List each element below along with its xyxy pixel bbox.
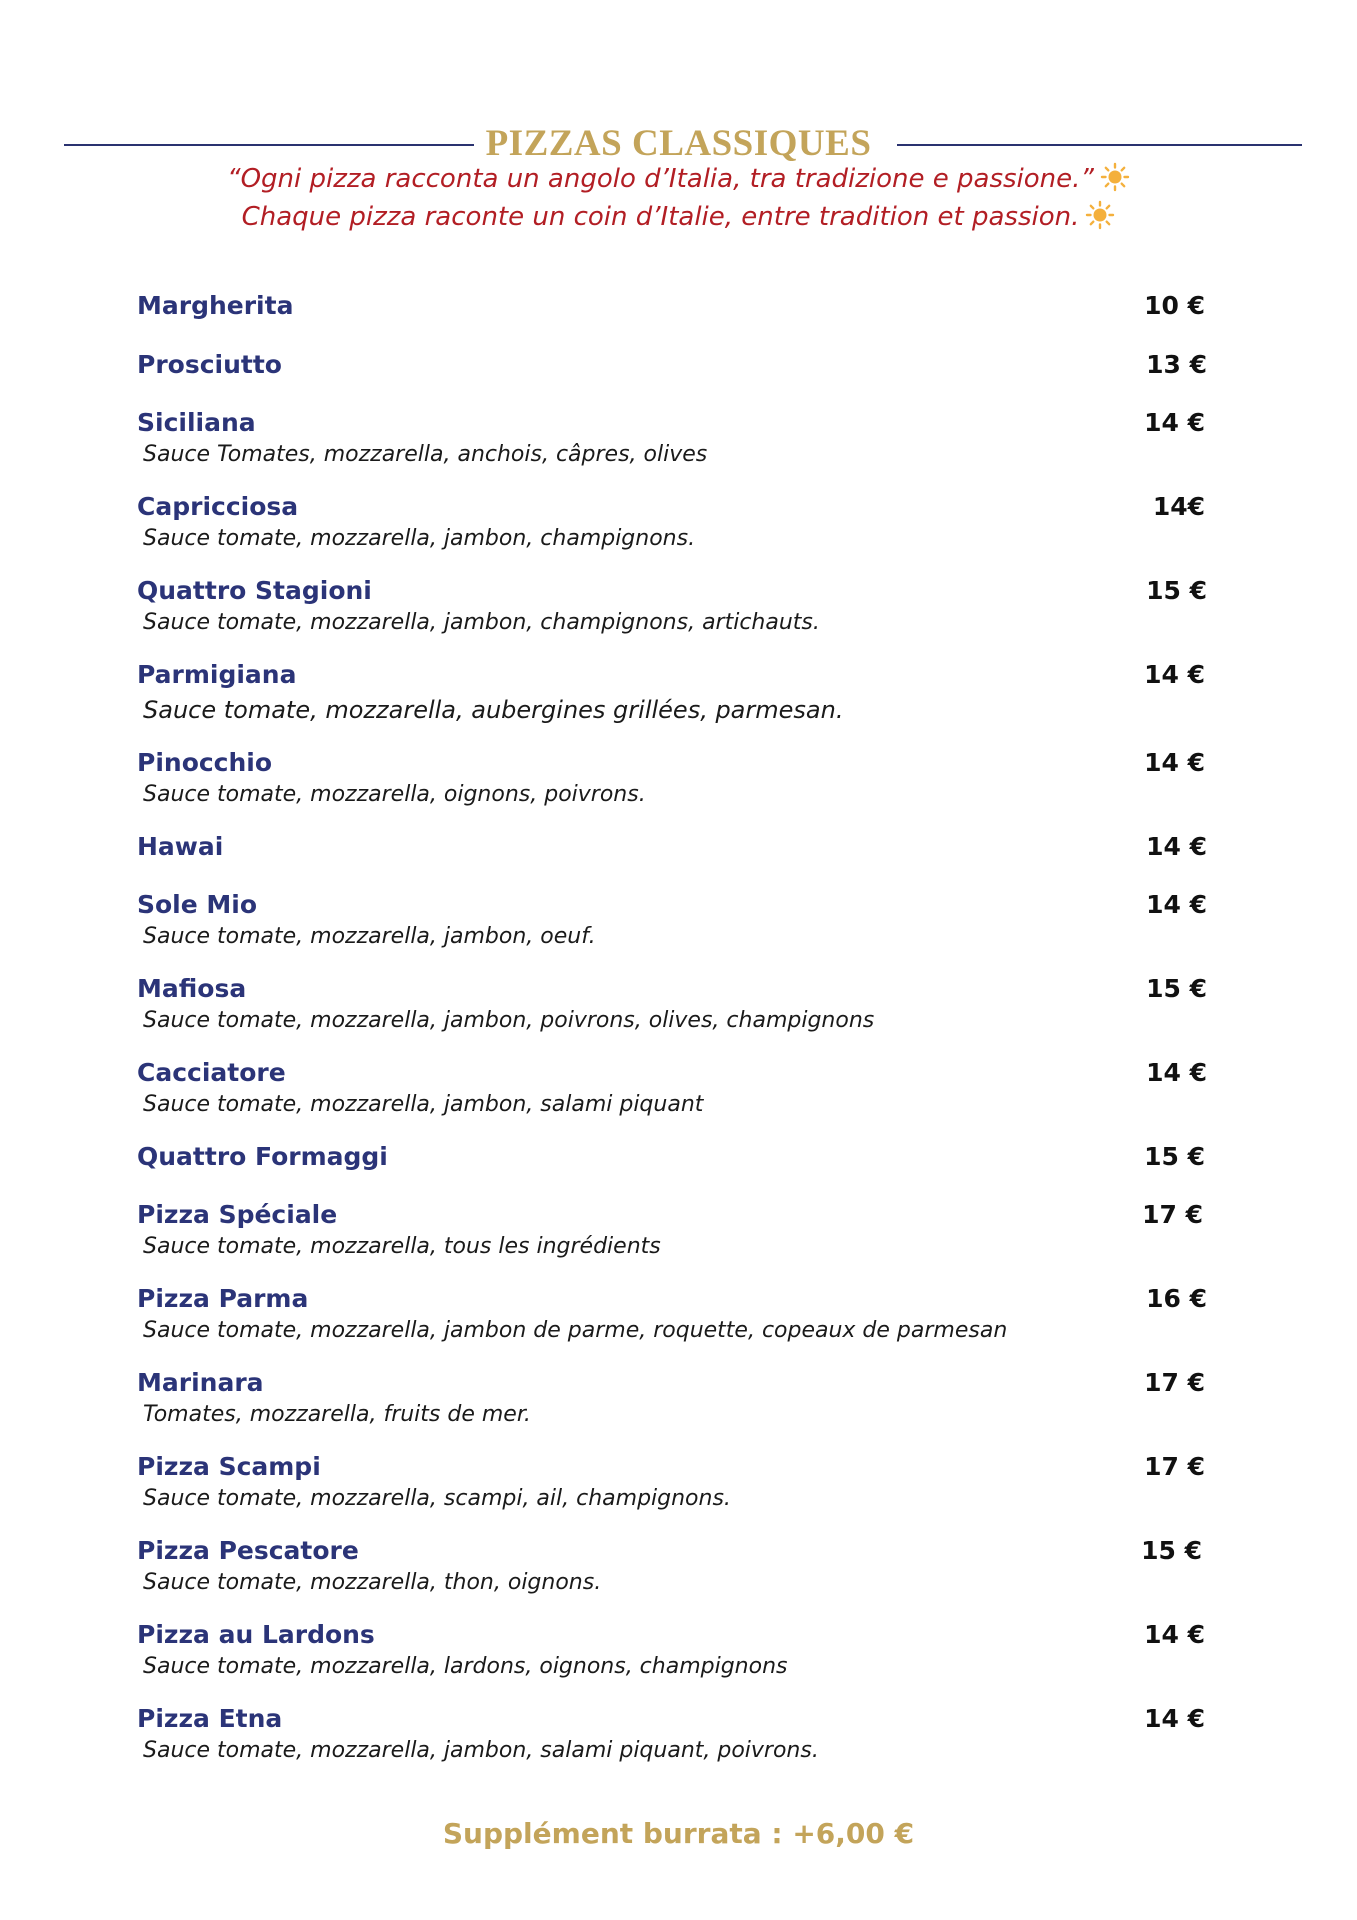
sun-icon — [1085, 200, 1115, 230]
burrata-supplement: Supplément burrata : +6,00 € — [442, 1817, 915, 1850]
pizza-description: Sauce tomate, mozzarella, tous les ingrédients — [143, 1234, 661, 1259]
pizza-description: Sauce tomate, mozzarella, jambon, poivrons, olives, champignons — [143, 1008, 875, 1033]
menu-item — [137, 1200, 1207, 1270]
pizza-price: 15 € — [1144, 1142, 1205, 1171]
pizza-description: Sauce tomate, mozzarella, lardons, oignons, champignons — [143, 1654, 788, 1679]
pizza-name: Marinara — [137, 1368, 264, 1397]
pizza-name: Pizza Parma — [137, 1284, 309, 1313]
quote-french-text: Chaque pizza raconte un coin d’Italie, entre tradition et passion. — [241, 202, 1080, 232]
menu-item — [137, 1536, 1207, 1606]
menu-item — [137, 974, 1207, 1044]
quote-italian-text: “Ogni pizza racconta un angolo d’Italia, tra tradizione e passione.” — [227, 164, 1094, 194]
pizza-name: Cacciatore — [137, 1058, 286, 1087]
pizza-name: Prosciutto — [137, 350, 282, 379]
menu-item — [137, 748, 1207, 818]
pizza-price: 15 € — [1146, 576, 1207, 605]
pizza-name: Quattro Formaggi — [137, 1142, 388, 1171]
menu-item — [137, 1284, 1207, 1354]
pizza-name: Parmigiana — [137, 660, 297, 689]
pizza-price: 14 € — [1146, 890, 1207, 919]
pizza-price: 10 € — [1144, 291, 1205, 320]
menu-item — [137, 576, 1207, 646]
quote-french — [0, 200, 1357, 232]
pizza-name: Pizza Spéciale — [137, 1200, 338, 1229]
pizza-price: 16 € — [1146, 1284, 1207, 1313]
pizza-price: 14€ — [1152, 492, 1205, 521]
pizza-description: Sauce tomate, mozzarella, aubergines grillées, parmesan. — [143, 696, 844, 724]
sun-icon — [1100, 162, 1130, 192]
pizza-description: Tomates, mozzarella, fruits de mer. — [143, 1402, 531, 1427]
menu-item — [137, 1452, 1207, 1522]
pizza-name: Siciliana — [137, 408, 256, 437]
pizza-price: 14 € — [1144, 748, 1205, 777]
pizza-price: 14 € — [1144, 1704, 1205, 1733]
pizza-description: Sauce tomate, mozzarella, jambon, champignons, artichauts. — [143, 610, 820, 635]
pizza-price: 15 € — [1146, 974, 1207, 1003]
pizza-name: Pizza Pescatore — [137, 1536, 359, 1565]
pizza-price: 14 € — [1144, 408, 1205, 437]
pizza-price: 14 € — [1146, 1058, 1207, 1087]
pizza-price: 14 € — [1144, 1620, 1205, 1649]
pizza-description: Sauce tomate, mozzarella, jambon de parme, roquette, copeaux de parmesan — [143, 1318, 1008, 1343]
pizza-name: Pinocchio — [137, 748, 273, 777]
pizza-description: Sauce tomate, mozzarella, jambon, salami piquant — [143, 1092, 704, 1117]
pizza-name: Hawai — [137, 832, 224, 861]
menu-item — [137, 1620, 1207, 1690]
pizza-description: Sauce tomate, mozzarella, jambon, champignons. — [143, 526, 696, 551]
pizza-name: Margherita — [137, 291, 294, 320]
menu-item — [137, 1704, 1207, 1774]
pizza-name: Pizza Scampi — [137, 1452, 321, 1481]
quote-italian — [0, 162, 1357, 194]
menu-item — [137, 492, 1207, 562]
pizza-name: Quattro Stagioni — [137, 576, 372, 605]
pizza-description: Sauce tomate, mozzarella, oignons, poivrons. — [143, 782, 646, 807]
pizza-price: 17 € — [1142, 1200, 1203, 1229]
menu-item — [137, 408, 1207, 478]
pizza-price: 17 € — [1144, 1368, 1205, 1397]
section-title: PIZZAS CLASSIQUES — [485, 123, 872, 164]
pizza-name: Pizza Etna — [137, 1704, 283, 1733]
pizza-description: Sauce tomate, mozzarella, scampi, ail, champignons. — [143, 1486, 731, 1511]
menu-item — [137, 660, 1207, 730]
pizza-name: Mafiosa — [137, 974, 247, 1003]
pizza-price: 14 € — [1144, 660, 1205, 689]
pizza-name: Pizza au Lardons — [137, 1620, 375, 1649]
pizza-price: 13 € — [1146, 350, 1207, 379]
pizza-description: Sauce tomate, mozzarella, jambon, salami piquant, poivrons. — [143, 1738, 819, 1763]
pizza-price: 17 € — [1144, 1452, 1205, 1481]
pizza-price: 15 € — [1141, 1536, 1202, 1565]
menu-item — [137, 1058, 1207, 1128]
pizza-description: Sauce tomate, mozzarella, jambon, oeuf. — [143, 924, 596, 949]
pizza-price: 14 € — [1146, 832, 1207, 861]
pizza-name: Capricciosa — [137, 492, 299, 521]
menu-item — [137, 1368, 1207, 1438]
pizza-name: Sole Mio — [137, 890, 258, 919]
pizza-description: Sauce tomate, mozzarella, thon, oignons. — [143, 1570, 602, 1595]
menu-item — [137, 890, 1207, 960]
pizza-description: Sauce Tomates, mozzarella, anchois, câpres, olives — [143, 442, 708, 467]
